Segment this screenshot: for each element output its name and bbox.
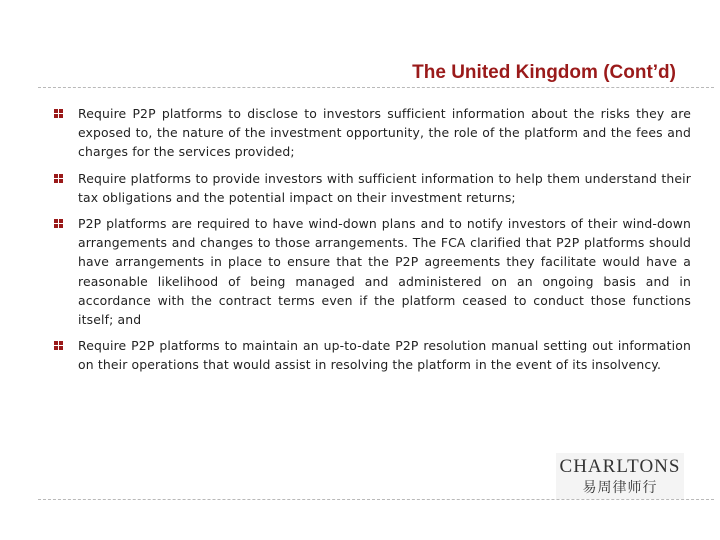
bullet-icon xyxy=(54,219,63,228)
bullet-text: Require P2P platforms to maintain an up-to-date P2P resolution manual setting out information on their operations that would assist in resolving the platform in the event of its insolvency. xyxy=(78,338,691,373)
charltons-logo xyxy=(556,453,684,499)
logo-name: CHARLTONS xyxy=(559,456,681,477)
bullet-icon xyxy=(54,341,63,350)
bullet-item xyxy=(54,104,691,162)
top-divider xyxy=(38,87,714,88)
bullet-item xyxy=(54,336,691,374)
bullet-text: Require P2P platforms to disclose to investors sufficient information about the risks they are exposed to, the nature of the investment opportunity, the role of the platform and the fees and charges for the services provided; xyxy=(78,106,691,160)
bottom-divider xyxy=(38,499,714,500)
bullet-list xyxy=(54,104,691,382)
bullet-text: P2P platforms are required to have wind-down plans and to notify investors of their wind-down arrangements and changes to those arrangements. The FCA clarified that P2P platforms should have arrangements in place to ensure that the P2P agreements they facilitate would have a reasonable likelihood of being managed and administered on an ongoing basis and in accordance with the contract terms even if the platform ceased to conduct those functions itself; and xyxy=(78,216,691,328)
bullet-item xyxy=(54,214,691,329)
logo-chinese-name: 易周律师行 xyxy=(582,480,658,496)
bullet-text: Require platforms to provide investors with sufficient information to help them understand their tax obligations and the potential impact on their investment returns; xyxy=(78,170,691,205)
bullet-item xyxy=(54,169,691,207)
bullet-icon xyxy=(54,174,63,183)
slide-title: The United Kingdom (Cont’d) xyxy=(412,62,676,83)
bullet-icon xyxy=(54,109,63,118)
